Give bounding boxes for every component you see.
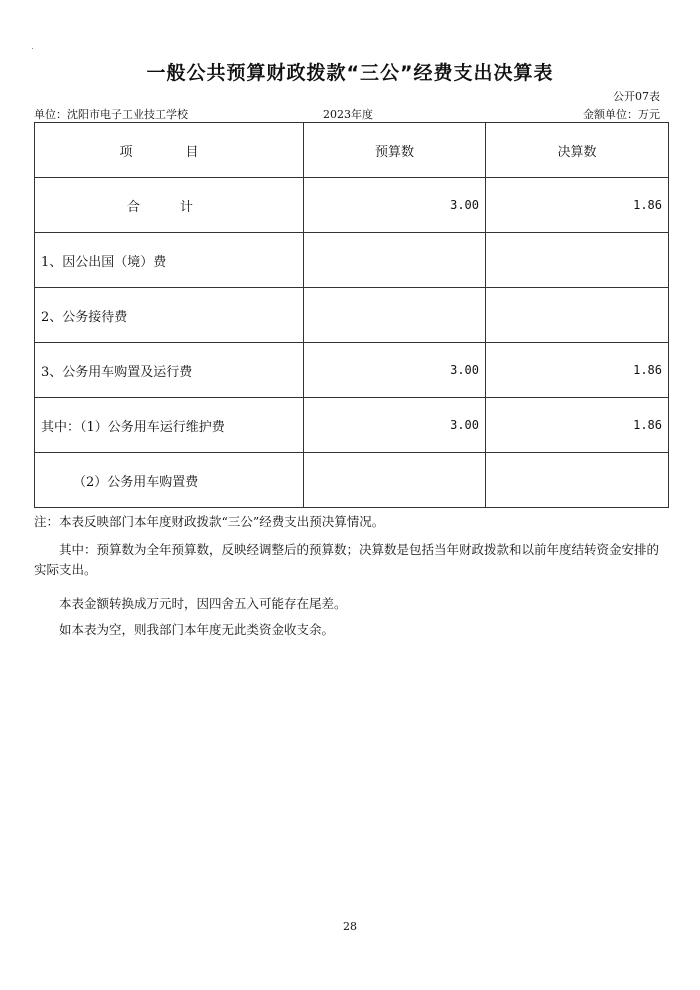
row-final (486, 233, 669, 288)
table-header-row (35, 123, 669, 178)
row-final (486, 288, 669, 343)
row-item: （2）公务用车购置费 (35, 453, 304, 508)
header-item: 项 目 (35, 123, 304, 178)
table-row (35, 288, 669, 343)
note-text: 如本表为空，则我部门本年度无此类资金收支余。 (59, 622, 335, 637)
row-item: 1、因公出国（境）费 (35, 233, 304, 288)
table-row (35, 233, 669, 288)
row-item: 3、公务用车购置及运行费 (35, 343, 304, 398)
row-final: 1.86 (486, 178, 669, 233)
form-code: 公开07表 (613, 90, 660, 103)
notes-section (34, 512, 668, 640)
header-budget: 预算数 (304, 123, 486, 178)
year-label: 2023年度 (323, 108, 373, 121)
amount-unit: 金额单位：万元 (583, 108, 660, 121)
row-budget (304, 288, 486, 343)
row-item: 其中：（1）公务用车运行维护费 (35, 398, 304, 453)
header-final: 决算数 (486, 123, 669, 178)
row-item: 2、公务接待费 (35, 288, 304, 343)
row-budget (304, 453, 486, 508)
table-row (35, 398, 669, 453)
row-budget (304, 233, 486, 288)
table-row (35, 343, 669, 398)
unit-label: 单位：沈阳市电子工业技工学校 (34, 108, 188, 121)
scan-speck (32, 48, 33, 49)
note-text: 本表金额转换成万元时，因四舍五入可能存在尾差。 (59, 596, 347, 611)
expense-table (34, 122, 669, 508)
page-number: 28 (343, 920, 357, 933)
row-budget: 3.00 (304, 178, 486, 233)
table-row (35, 453, 669, 508)
row-budget: 3.00 (304, 398, 486, 453)
page-title: 一般公共预算财政拨款“三公”经费支出决算表 (146, 62, 554, 84)
note-text: 注：本表反映部门本年度财政拨款“三公”经费支出预决算情况。 (34, 514, 385, 529)
row-budget: 3.00 (304, 343, 486, 398)
row-final: 1.86 (486, 343, 669, 398)
row-final (486, 453, 669, 508)
row-final: 1.86 (486, 398, 669, 453)
note-text: 其中：预算数为全年预算数，反映经调整后的预算数；决算数是包括当年财政拨款和以前年度结转资金安排的实际支出。 (34, 542, 660, 577)
row-item: 合 计 (35, 178, 304, 233)
table-row (35, 178, 669, 233)
